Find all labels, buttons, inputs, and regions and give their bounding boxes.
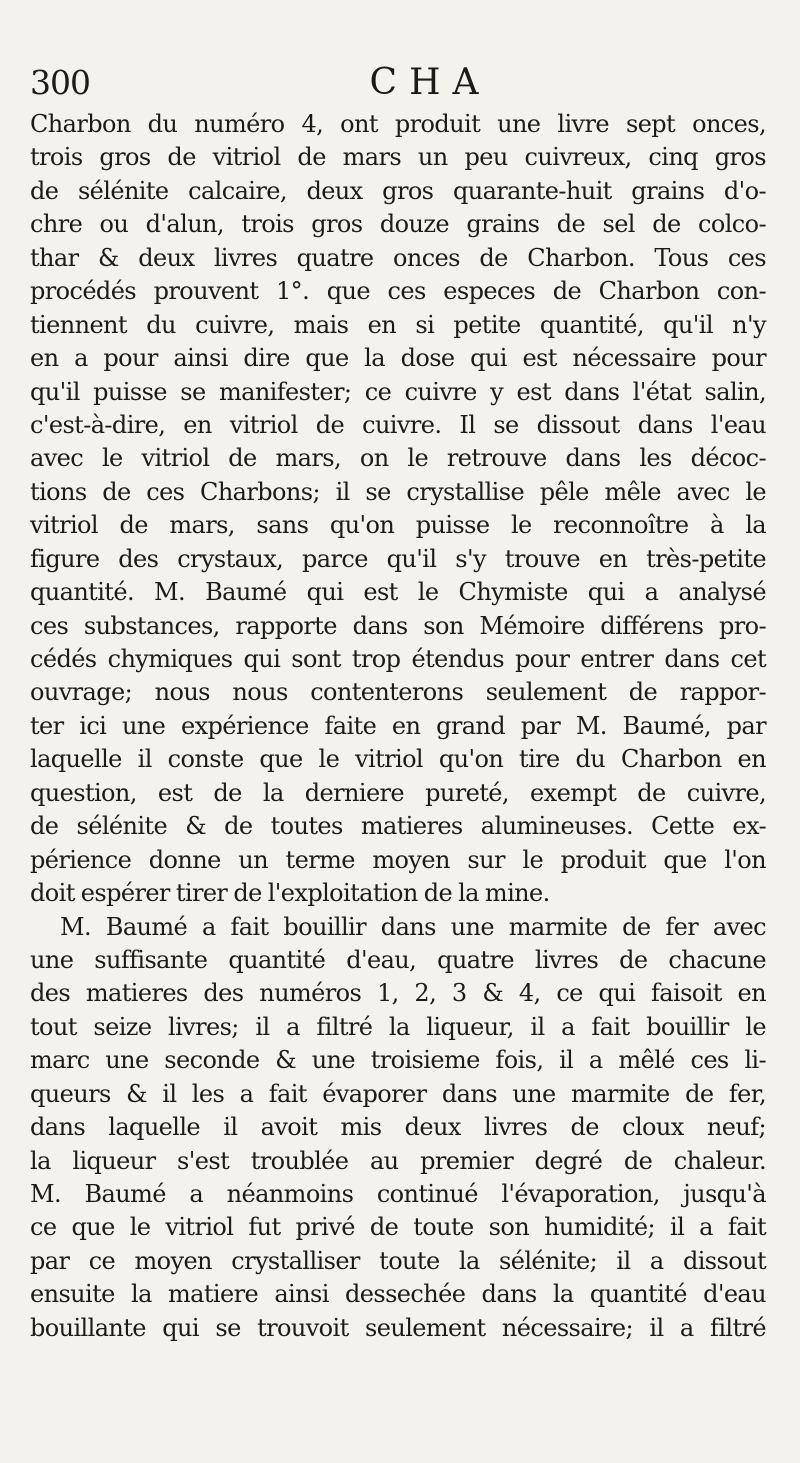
text-line: trois gros de vitriol de mars un peu cuivreux, cinq gros <box>30 143 766 172</box>
text-line: Charbon du numéro 4, ont produit une livre sept onces, <box>30 110 766 138</box>
text-line: ter ici une expérience faite en grand par M. Baumé, par <box>30 711 766 740</box>
text-line: tiennent du cuivre, mais en si petite quantité, qu'il n'y <box>30 310 766 339</box>
text-line: chre ou d'alun, trois gros douze grains de sel de colco- <box>30 210 766 239</box>
paragraph-end-line: doit espérer tirer de l'exploitation de la mine. <box>30 879 550 908</box>
text-line: thar & deux livres quatre onces de Charbon. Tous ces <box>30 243 766 272</box>
text-line: marc une seconde & une troisieme fois, il a mêlé ces li- <box>30 1046 766 1075</box>
text-line: qu'il puisse se manifester; ce cuivre y est dans l'état salin, <box>30 377 766 406</box>
text-line: des matieres des numéros 1, 2, 3 & 4, ce qui faisoit en <box>30 979 766 1008</box>
page-number: 300 <box>30 63 90 102</box>
text-line: laquelle il conste que le vitriol qu'on tire du Charbon en <box>30 745 766 774</box>
text-line: c'est-à-dire, en vitriol de cuivre. Il se dissout dans l'eau <box>30 410 766 439</box>
text-line: périence donne un terme moyen sur le produit que l'on <box>30 845 766 874</box>
text-line: queurs & il les a fait évaporer dans une marmite de fer, <box>30 1079 766 1108</box>
text-line: tout seize livres; il a filtré la liqueur, il a fait bouillir le <box>30 1012 766 1041</box>
body-text <box>30 108 766 1345</box>
text-line: en a pour ainsi dire que la dose qui est nécessaire pour <box>30 344 766 373</box>
text-line: cédés chymiques qui sont trop étendus pour entrer dans cet <box>30 645 766 673</box>
text-line: avec le vitriol de mars, on le retrouve dans les décoc- <box>30 444 766 473</box>
text-line: procédés prouvent 1°. que ces especes de Charbon con- <box>30 277 766 306</box>
text-line: M. Baumé a néanmoins continué l'évaporation, jusqu'à <box>30 1180 766 1208</box>
text-line: ouvrage; nous nous contenterons seulement de rappor- <box>30 678 766 707</box>
text-line: tions de ces Charbons; il se crystallise pêle mêle avec le <box>30 477 766 506</box>
text-line: de sélénite calcaire, deux gros quarante-huit grains d'o- <box>30 176 766 205</box>
text-line: une suffisante quantité d'eau, quatre livres de chacune <box>30 945 766 974</box>
text-line: bouillante qui se trouvoit seulement nécessaire; il a filtré <box>30 1313 766 1342</box>
text-line: de sélénite & de toutes matieres alumineuses. Cette ex- <box>30 812 766 841</box>
running-head <box>30 58 770 108</box>
text-line: ensuite la matiere ainsi dessechée dans la quantité d'eau <box>30 1280 766 1309</box>
text-line: dans laquelle il avoit mis deux livres de cloux neuf; <box>30 1113 766 1142</box>
text-line: ce que le vitriol fut privé de toute son humidité; il a fait <box>30 1213 766 1242</box>
text-line: quantité. M. Baumé qui est le Chymiste qui a analysé <box>30 578 766 607</box>
text-line: vitriol de mars, sans qu'on puisse le reconnoître à la <box>30 511 766 540</box>
text-line: figure des crystaux, parce qu'il s'y trouve en très-petite <box>30 544 766 573</box>
text-line: ces substances, rapporte dans son Mémoire différens pro- <box>30 611 766 640</box>
text-line: question, est de la derniere pureté, exempt de cuivre, <box>30 778 766 807</box>
text-line: par ce moyen crystalliser toute la sélénite; il a dissout <box>30 1246 766 1275</box>
running-head-title: CHA <box>369 62 491 103</box>
paragraph-start-line: M. Baumé a fait bouillir dans une marmite de fer avec <box>60 912 766 941</box>
text-line: la liqueur s'est troublée au premier degré de chaleur. <box>30 1146 766 1175</box>
